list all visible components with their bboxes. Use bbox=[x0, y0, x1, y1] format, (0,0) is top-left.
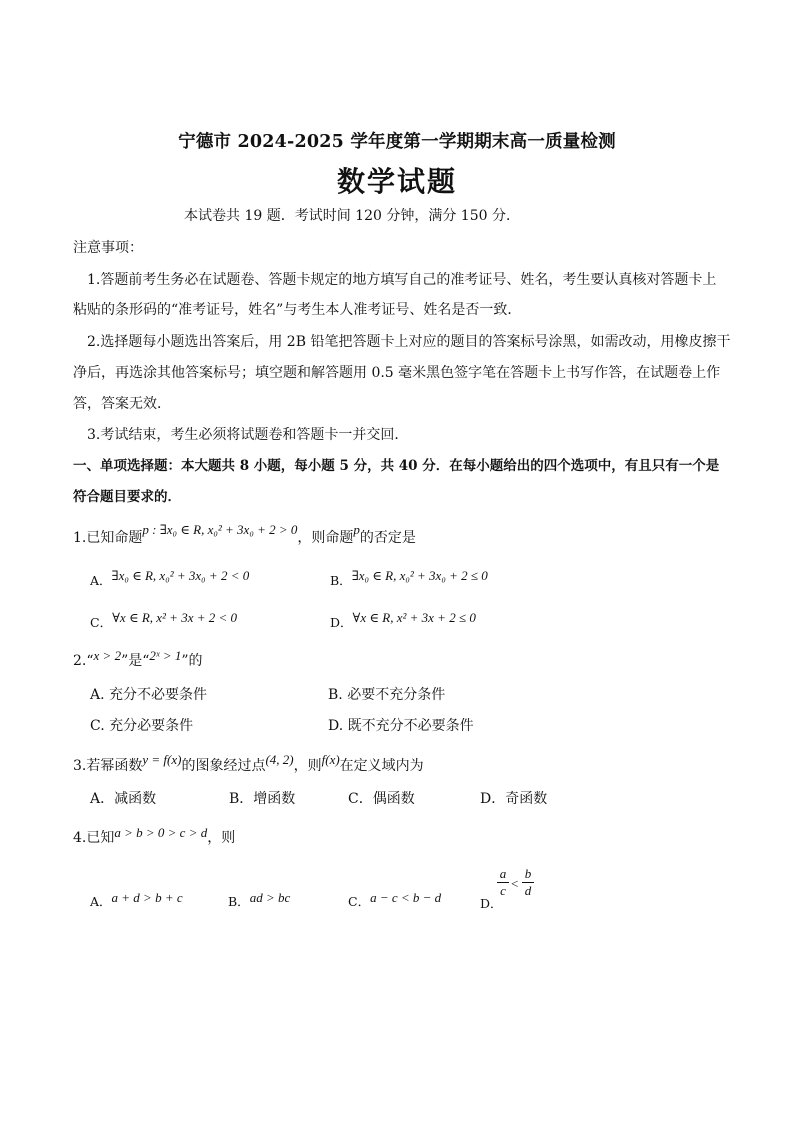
q1-option-d-label: D． bbox=[330, 615, 353, 630]
notice-item-3: 3.考试结束，考生必须将试题卷和答题卡一并交回． bbox=[87, 427, 409, 443]
q3-option-c[interactable]: C．偶函数 bbox=[348, 791, 415, 807]
notice-item-1-line-1: 1.答题前考生务必在试题卷、答题卡规定的地方填写自己的准考证号、姓名，考生要认真核对答题卡上 bbox=[87, 272, 717, 288]
question-1-stem bbox=[73, 522, 416, 548]
q2-option-b[interactable]: B. 必要不充分条件 bbox=[328, 687, 446, 703]
q2-number: 2. bbox=[73, 653, 87, 669]
q1-math-p: p bbox=[353, 522, 360, 537]
q3-option-d[interactable]: D．奇函数 bbox=[480, 791, 548, 807]
q4-option-b-label: B． bbox=[228, 894, 250, 909]
q1-option-c-math: ∀x ∈ R, x² + 3x + 2 < 0 bbox=[112, 610, 238, 625]
q3-math-2: (4, 2) bbox=[265, 752, 294, 767]
notice-heading: 注意事项： bbox=[73, 240, 143, 256]
q2-option-a[interactable]: A. 充分不必要条件 bbox=[90, 687, 208, 703]
notice-item-2-line-2: 净后，再选涂其他答案标号；填空题和解答题用 0.5 毫米黑色签字笔在答题卡上书写作答，在试题卷上作 bbox=[73, 365, 721, 381]
q1-stem-part-b: ，则命题 bbox=[297, 530, 354, 546]
q4-option-d-fraction-1 bbox=[497, 866, 509, 899]
q4-option-c-label: C． bbox=[348, 894, 371, 909]
q4-option-a-math: a + d > b + c bbox=[111, 890, 183, 905]
q1-option-b-math: ∃x₀ ∈ R, x₀² + 3x₀ + 2 ≤ 0 bbox=[351, 568, 488, 583]
q3-stem-part-a: 3.若幂函数 bbox=[73, 758, 143, 774]
q1-option-b[interactable] bbox=[330, 566, 488, 586]
q3-stem-part-d: 在定义域内为 bbox=[339, 758, 424, 774]
notice-item-1-line-2: 粘贴的条形码的“准考证号，姓名”与考生本人准考证号、姓名是否一致． bbox=[73, 302, 522, 318]
q1-option-c[interactable] bbox=[90, 608, 237, 628]
q1-option-d-math: ∀x ∈ R, x² + 3x + 2 ≤ 0 bbox=[352, 610, 476, 625]
q4-option-c-math: a − c < b − d bbox=[370, 890, 442, 905]
q4-math-1: a > b > 0 > c > d bbox=[114, 825, 208, 840]
notice-item-2-line-1: 2.选择题每小题选出答案后，用 2B 铅笔把答题卡上对应的题目的答案标号涂黑，如需改动，用橡皮擦干 bbox=[87, 334, 731, 350]
q4-d-numerator-1: a bbox=[497, 866, 509, 883]
q4-option-d-label: D． bbox=[480, 896, 503, 911]
question-3-stem bbox=[73, 752, 424, 776]
q2-quote-end: ”的 bbox=[181, 653, 203, 669]
q1-stem-part-c: 的否定是 bbox=[359, 530, 416, 546]
q3-stem-part-c: ，则 bbox=[293, 758, 322, 774]
q4-option-d-fraction-2 bbox=[522, 866, 534, 899]
q3-option-b[interactable]: B．增函数 bbox=[229, 791, 296, 807]
q4-option-b-math: ad > bc bbox=[249, 890, 291, 905]
q1-option-d[interactable] bbox=[330, 608, 476, 628]
q3-math-3: f(x) bbox=[321, 752, 340, 767]
q2-option-c[interactable]: C. 充分必要条件 bbox=[90, 718, 194, 734]
notice-item-2-line-3: 答，答案无效． bbox=[73, 396, 171, 412]
section-1-heading-line-1: 一、单项选择题：本大题共 8 小题，每小题 5 分，共 40 分．在每小题给出的四个选项中，有且只有一个是 bbox=[73, 458, 720, 474]
q4-option-a[interactable] bbox=[90, 888, 183, 908]
exam-subject-title: 数学试题 bbox=[336, 165, 457, 198]
section-1-heading-line-2: 符合题目要求的． bbox=[73, 489, 181, 505]
q4-stem-part-a: 4.已知 bbox=[73, 830, 115, 846]
q3-math-1: y = f(x) bbox=[142, 752, 182, 767]
q2-quote-mid: ”是“ bbox=[121, 653, 150, 669]
q4-d-relation: < bbox=[511, 876, 519, 891]
q2-math-2: 2ˣ > 1 bbox=[149, 648, 182, 663]
q3-stem-part-b: 的图象经过点 bbox=[181, 758, 266, 774]
q4-option-c[interactable] bbox=[348, 888, 441, 908]
q1-option-a-math: ∃x₀ ∈ R, x₀² + 3x₀ + 2 < 0 bbox=[111, 568, 250, 583]
q1-stem-part-a: 1.已知命题 bbox=[73, 530, 143, 546]
question-2-stem bbox=[73, 648, 203, 671]
q3-option-a[interactable]: A．减函数 bbox=[90, 791, 157, 807]
q4-d-numerator-2: b bbox=[522, 866, 534, 883]
q4-option-a-label: A． bbox=[90, 894, 112, 909]
q2-option-d[interactable]: D. 既不充分不必要条件 bbox=[328, 718, 474, 734]
q4-stem-part-b: ，则 bbox=[207, 830, 236, 846]
q1-option-a-label: A． bbox=[90, 573, 112, 588]
q1-option-a[interactable] bbox=[90, 566, 249, 586]
q4-d-denominator-2: d bbox=[524, 883, 532, 898]
q4-option-b[interactable] bbox=[228, 888, 290, 908]
q4-d-denominator-1: c bbox=[500, 883, 506, 898]
exam-title: 宁德市 2024-2025 学年度第一学期期末高一质量检测 bbox=[178, 132, 616, 152]
question-4-stem bbox=[73, 825, 236, 848]
q2-quote-open-1: “ bbox=[86, 653, 94, 669]
q1-option-c-label: C． bbox=[90, 615, 113, 630]
exam-info: 本试卷共 19 题．考试时间 120 分钟，满分 150 分． bbox=[184, 208, 520, 224]
q1-math-proposition: p : ∃x₀ ∈ R, x₀² + 3x₀ + 2 > 0 bbox=[142, 522, 298, 537]
q2-math-1: x > 2 bbox=[93, 648, 122, 663]
q1-option-b-label: B． bbox=[330, 573, 352, 588]
